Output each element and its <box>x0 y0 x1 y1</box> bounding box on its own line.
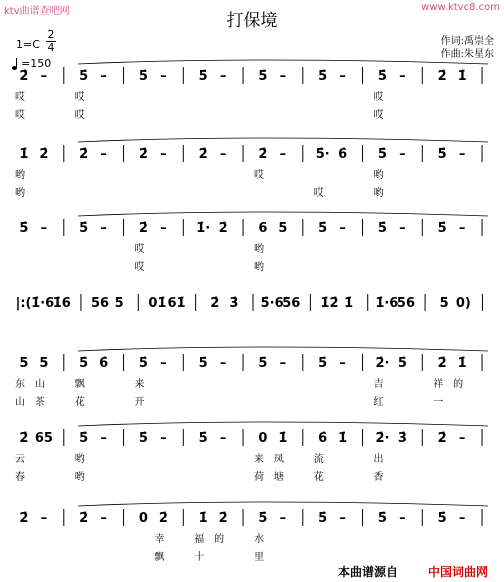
lyric-syllable: 幸 <box>154 534 165 545</box>
note-token: – <box>458 147 466 162</box>
meter-denominator: 4 <box>47 41 55 54</box>
note-token: 5̇ <box>377 511 387 526</box>
slur-arc <box>78 502 488 506</box>
lyric-syllable: 哎 <box>253 170 264 181</box>
note-token: – <box>399 147 406 162</box>
note-token: – <box>160 356 167 371</box>
note-token: 5̇ <box>79 221 89 236</box>
lyric-syllable: 哟 <box>74 472 85 483</box>
note-token: 1̇· <box>196 221 211 236</box>
note-token: 2̇ <box>437 69 447 84</box>
note-token: 5̇ <box>377 221 387 236</box>
note-token: 5̇ <box>377 147 387 162</box>
lyric-syllable: 的 <box>214 534 225 545</box>
lyric-syllable: 哎 <box>134 262 145 273</box>
note-token: – <box>160 69 167 84</box>
note-token: 5̇ <box>198 356 208 371</box>
footer-source-site: 中国词曲网 <box>428 565 489 579</box>
lyric-syllable: 祥 <box>433 379 444 390</box>
note-token: – <box>100 147 107 162</box>
note-token: – <box>160 431 167 446</box>
note-token: 2̇ <box>210 296 220 311</box>
lyric-syllable: 茶 <box>34 397 45 408</box>
note-token: 5̇· <box>315 147 330 162</box>
note-token: 2̇ <box>437 431 447 446</box>
note-token: – <box>279 356 287 371</box>
lyric-syllable: 哎 <box>74 110 85 121</box>
lyric-syllable: 红 <box>373 397 384 408</box>
note-token: 3̇ <box>229 296 239 311</box>
note-token: 5̇ <box>198 431 208 446</box>
note-token: 6̇ <box>338 147 348 162</box>
note-token: 3̇ <box>397 431 407 446</box>
lyric-syllable: 东 <box>14 379 25 390</box>
lyric-syllable: 来 <box>253 454 264 465</box>
note-token: 0 <box>258 431 268 446</box>
lyric-syllable: 哟 <box>14 170 25 181</box>
note-token: – <box>40 511 48 526</box>
note-token: – <box>339 511 346 526</box>
note-token: – <box>399 511 406 526</box>
note-token: – <box>458 511 466 526</box>
lyric-syllable: 开 <box>134 397 145 408</box>
watermark-right: www.ktvc8.com <box>421 2 500 13</box>
lyric-syllable: 一 <box>433 397 444 408</box>
note-token: 2̇ <box>39 147 49 162</box>
note-token: 5̇ <box>79 431 89 446</box>
composer-credit: 作曲:朱星东 <box>440 49 494 60</box>
note-token: 5̇ <box>138 356 148 371</box>
note-token: 2̇· <box>375 431 390 446</box>
note-token: – <box>160 147 167 162</box>
footer-source-label: 本曲谱源自 <box>338 565 399 579</box>
note-token: 6̇ <box>99 356 109 371</box>
watermark-left: ktv曲谱查吧网 <box>4 6 70 17</box>
note-token: 2̇ <box>19 431 29 446</box>
note-token: 2̇ <box>79 147 89 162</box>
lyric-syllable: 哎 <box>134 244 145 255</box>
lyric-syllable: 飘 <box>154 552 165 563</box>
note-token: 2̇ <box>138 147 148 162</box>
lyric-syllable: 水 <box>253 534 264 545</box>
lyric-syllable: 春 <box>14 472 25 483</box>
lyric-syllable: 哎 <box>373 110 384 121</box>
lyric-syllable: 十 <box>194 552 205 563</box>
note-token: 5̇ <box>318 69 328 84</box>
note-token: 5̇ <box>138 69 148 84</box>
note-token: 5̇ <box>79 69 89 84</box>
note-token: 0) <box>455 296 471 311</box>
lyric-syllable: 哟 <box>373 188 384 199</box>
lyric-syllable: 凤 <box>273 454 284 465</box>
note-token: 1̇ <box>457 356 467 371</box>
lyric-syllable: 哟 <box>14 188 25 199</box>
note-token: 5̇ <box>437 147 447 162</box>
note-token: |:( <box>15 296 32 311</box>
note-token: 5̇ <box>258 356 268 371</box>
lyric-syllable: 哎 <box>313 188 324 199</box>
note-token: 2̇ <box>138 221 148 236</box>
note-token: – <box>458 221 466 236</box>
note-token: 1̇2̇ <box>320 296 339 311</box>
note-token: 5 <box>439 296 449 311</box>
note-token: 1̇·6 <box>31 296 55 311</box>
slur-arc <box>78 422 488 426</box>
key-signature: 1=C <box>16 38 40 51</box>
note-token: 1̇ <box>198 511 208 526</box>
slur-arc <box>78 347 488 351</box>
note-token: – <box>100 221 107 236</box>
note-token: 5̇ <box>318 356 328 371</box>
note-token: 2̇· <box>375 356 390 371</box>
note-token: 5̇ <box>258 511 268 526</box>
note-token: 0 <box>138 511 148 526</box>
note-token: – <box>160 221 167 236</box>
note-token: 5̇ <box>397 356 407 371</box>
song-title: 打保境 <box>226 11 278 31</box>
note-token: 1̇·6 <box>375 296 399 311</box>
lyric-syllable: 飘 <box>74 379 85 390</box>
lyric-syllable: 云 <box>14 454 25 465</box>
lyric-syllable: 哟 <box>253 244 264 255</box>
lyric-syllable: 花 <box>313 472 324 483</box>
note-token: 1̇ <box>19 147 29 162</box>
note-token: – <box>339 356 346 371</box>
note-token: 2̇ <box>19 511 29 526</box>
note-token: 2̇ <box>258 147 268 162</box>
note-token: 5̇·6 <box>260 296 284 311</box>
slur-arc <box>78 138 488 142</box>
note-token: 1̇ <box>278 431 288 446</box>
lyric-syllable: 哎 <box>14 92 25 103</box>
lyric-syllable: 哟 <box>373 170 384 181</box>
note-token: 61̇ <box>167 296 186 311</box>
lyric-syllable: 哟 <box>253 262 264 273</box>
lyric-syllable: 塘 <box>273 472 284 483</box>
note-token: – <box>458 431 466 446</box>
note-token: 2̇ <box>218 511 228 526</box>
note-token: 5̇ <box>258 69 268 84</box>
note-token: – <box>339 221 346 236</box>
note-token: 2̇ <box>158 511 168 526</box>
note-token: – <box>279 69 287 84</box>
note-token: 5̇ <box>138 431 148 446</box>
note-token: – <box>399 221 406 236</box>
note-token: – <box>339 69 346 84</box>
note-token: 1̇6 <box>52 296 71 311</box>
lyric-syllable: 山 <box>34 379 45 390</box>
lyric-syllable: 花 <box>74 397 85 408</box>
note-token: – <box>399 69 406 84</box>
note-token: 1̇ <box>457 69 467 84</box>
note-token: – <box>219 356 227 371</box>
note-token: – <box>219 431 227 446</box>
note-token: 5̇ <box>79 356 89 371</box>
note-token: 5̇ <box>19 221 29 236</box>
note-token: 56 <box>282 296 301 311</box>
note-token: 1̇ <box>344 296 354 311</box>
lyric-syllable: 香 <box>373 472 384 483</box>
lyric-syllable: 吉 <box>373 379 384 390</box>
tempo-value: =150 <box>21 57 52 70</box>
note-token: 5̇ <box>318 221 328 236</box>
note-token: – <box>40 221 48 236</box>
note-token: 5 <box>39 356 49 371</box>
note-token: 6 <box>258 221 268 236</box>
note-token: 5 <box>278 221 288 236</box>
note-token: 56 <box>396 296 416 311</box>
lyric-syllable: 来 <box>134 379 145 390</box>
note-token: – <box>219 69 227 84</box>
note-token: 2̇ <box>218 221 228 236</box>
note-token: 01̇ <box>148 296 167 311</box>
lyric-syllable: 哟 <box>74 454 85 465</box>
note-token: 2̇ <box>19 69 29 84</box>
lyric-syllable: 哎 <box>373 92 384 103</box>
lyric-syllable: 哎 <box>74 92 85 103</box>
note-token: – <box>100 511 107 526</box>
lyric-syllable: 荷 <box>253 472 264 483</box>
note-token: 2̇ <box>79 511 89 526</box>
slur-arc <box>78 212 488 216</box>
lyric-syllable: 里 <box>253 552 264 563</box>
note-token: 5̇ <box>437 221 447 236</box>
note-token: 56 <box>90 296 110 311</box>
meter-numerator: 2 <box>47 28 55 41</box>
lyric-syllable: 流 <box>313 454 324 465</box>
note-token: 2̇ <box>198 147 208 162</box>
note-token: 5 <box>114 296 124 311</box>
note-token: – <box>279 147 287 162</box>
note-token: – <box>219 147 227 162</box>
note-token: – <box>40 69 48 84</box>
note-token: 6̇ <box>318 431 328 446</box>
lyric-syllable: 山 <box>14 397 25 408</box>
note-token: – <box>100 69 107 84</box>
lyric-syllable: 哎 <box>14 110 25 121</box>
note-token: 5̇ <box>437 511 447 526</box>
note-token: 2̇ <box>437 356 447 371</box>
note-token: 5̇ <box>377 69 387 84</box>
lyric-syllable: 福 <box>194 534 205 545</box>
slur-arc <box>78 60 488 64</box>
note-token: 65 <box>34 431 53 446</box>
note-token: 1̇ <box>338 431 348 446</box>
note-token: 5̇ <box>318 511 328 526</box>
lyric-syllable: 的 <box>453 379 464 390</box>
note-token: – <box>279 511 287 526</box>
lyric-syllable: 出 <box>373 454 384 465</box>
note-token: 5̇ <box>198 69 208 84</box>
lyricist-credit: 作词:禹崇全 <box>440 36 494 47</box>
note-token: – <box>100 431 107 446</box>
note-token: 5 <box>19 356 29 371</box>
